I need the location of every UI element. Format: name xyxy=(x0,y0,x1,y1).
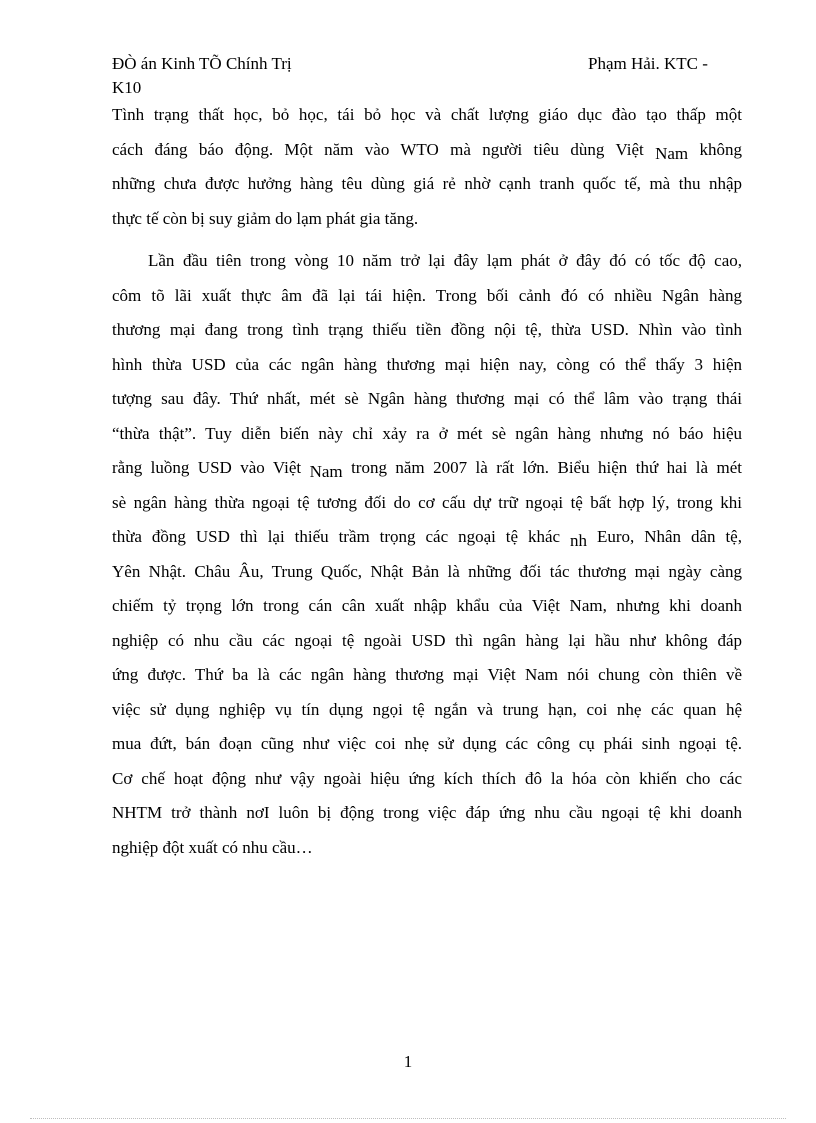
line-text: Euro, Nhân dân tệ, xyxy=(587,527,742,546)
paragraph-line: Yên Nhật. Châu Âu, Trung Quốc, Nhật Bản là những đối tác thương mại ngày càng xyxy=(112,561,742,581)
paragraph-line: ứng được. Thứ ba là các ngân hàng thương mại Việt Nam nói chung còn thiên về xyxy=(112,665,742,684)
paragraph-line: hình thừa USD của các ngân hàng thương mại hiện nay, còng có thể thấy 3 hiện xyxy=(112,354,742,374)
line-text: rằng luồng USD vào Việt xyxy=(112,458,310,477)
paragraph-2 xyxy=(112,244,742,865)
paragraph-line: chiếm tỷ trọng lớn trong cán cân xuất nhập khẩu của Việt Nam, nhưng khi doanh xyxy=(112,596,742,615)
paragraph-line: mua đứt, bán đoạn cũng như việc coi nhẹ sử dụng các công cụ phái sinh ngoại tệ. xyxy=(112,734,742,753)
header-author: Phạm Hải. KTC - xyxy=(588,54,708,73)
paragraph-line: thực tế còn bị suy giảm do lạm phát gia tăng. xyxy=(112,208,419,228)
paragraph-line: thương mại đang trong tình trạng thiếu tiền đồng nội tệ, thừa USD. Nhìn vào tình xyxy=(112,320,742,339)
paragraph-line: những chưa được hưởng hàng têu dùng giá rẻ nhờ cạnh tranh quốc tế, mà thu nhập xyxy=(112,174,742,193)
paragraph-line xyxy=(112,520,742,555)
paragraph-line: NHTM trở thành nơI luôn bị động trong việc đáp ứng nhu cầu ngoại tệ khi doanh xyxy=(112,803,742,822)
paragraph-line: nghiệp có nhu cầu các ngoại tệ ngoài USD thì ngân hàng lại hầu như không đáp xyxy=(112,630,742,650)
subscript-text: Nam xyxy=(655,143,689,163)
line-text: thừa đồng USD thì lại thiếu trầm trọng các ngoại tệ khác xyxy=(112,527,571,546)
line-text: không xyxy=(688,139,743,159)
paragraph-line xyxy=(112,451,742,486)
page-number: 1 xyxy=(403,1052,413,1071)
header-title: ĐÒ án Kinh TÕ Chính Trị xyxy=(112,54,292,73)
line-text: cách đáng báo động. Một năm vào WTO mà người tiêu dùng Việt xyxy=(112,139,656,159)
paragraph-line: Lần đầu tiên trong vòng 10 năm trở lại đây lạm phát ở đây đó có tốc độ cao, xyxy=(148,251,742,270)
subscript-text: Nam xyxy=(309,462,343,481)
paragraph-line: việc sử dụng nghiệp vụ tín dụng ngọi tệ ngắn và trung hạn, coi nhẹ các quan hệ xyxy=(112,699,742,719)
paragraph-line xyxy=(112,133,742,168)
subscript-text: nh xyxy=(570,531,588,550)
paragraph-line: Tình trạng thất học, bỏ học, tái bỏ học và chất lượng giáo dục đào tạo thấp một xyxy=(112,105,742,124)
paragraph-line: Cơ chế hoạt động như vậy ngoài hiệu ứng kích thích đô la hóa còn khiến cho các xyxy=(112,768,742,788)
page-bottom-divider xyxy=(30,1118,786,1119)
paragraph-line: “thừa thật”. Tuy diễn biến này chỉ xảy ra ở mét sè ngân hàng nhưng nó báo hiệu xyxy=(112,423,742,443)
line-text: trong năm 2007 là rất lớn. Biểu hiện thứ hai là mét xyxy=(342,458,742,477)
paragraph-line: côm tõ lãi xuất thực âm đã lại tái hiện. Trong bối cảnh đó có nhiều Ngân hàng xyxy=(112,285,742,305)
paragraph-1 xyxy=(112,98,742,236)
paragraph-line: sè ngân hàng thừa ngoại tệ tương đối do cơ cấu dự trữ ngoại tệ bất hợp lý, trong khi xyxy=(112,492,742,512)
paragraph-line: nghiệp đột xuất có nhu cầu… xyxy=(112,837,313,857)
header-class: K10 xyxy=(112,78,142,97)
paragraph-line: tượng sau đây. Thứ nhất, mét sè Ngân hàng thương mại có thể lâm vào trạng thái xyxy=(112,389,742,408)
